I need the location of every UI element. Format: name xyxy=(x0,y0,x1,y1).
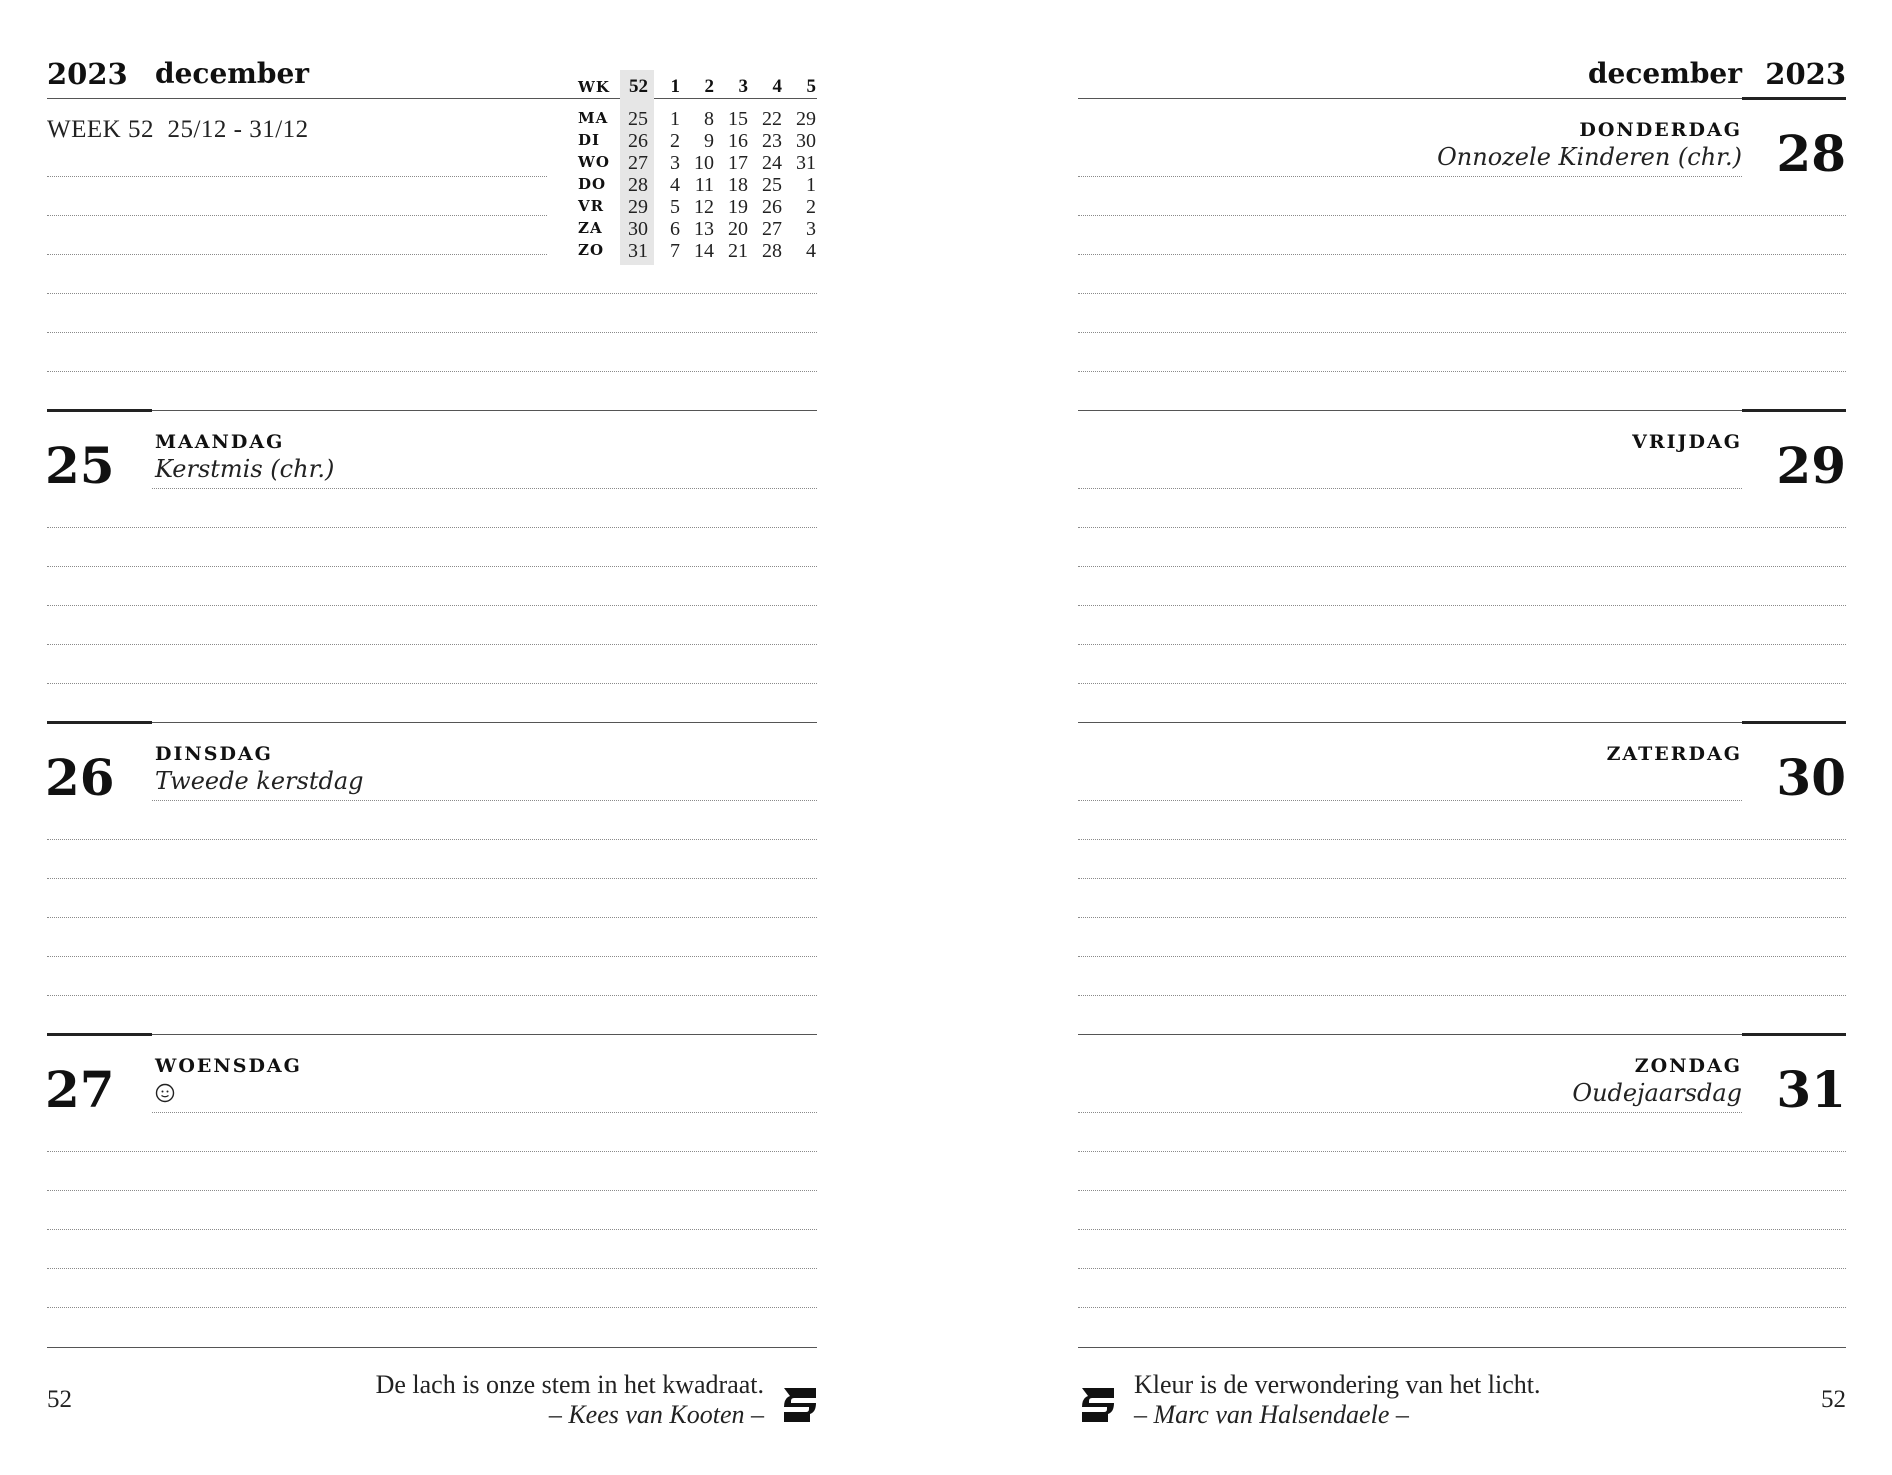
quote-author: – Kees van Kooten – xyxy=(548,1400,764,1429)
mini-calendar-date: 19 xyxy=(728,196,748,218)
note-line xyxy=(47,176,547,177)
note-line xyxy=(1078,1190,1846,1191)
day-number: 26 xyxy=(45,748,115,807)
footer-rule xyxy=(47,1347,817,1348)
publisher-logo-icon xyxy=(1078,1386,1118,1424)
mini-calendar-date: 27 xyxy=(628,152,648,174)
day-separator-accent xyxy=(47,409,152,412)
note-line xyxy=(1078,956,1846,957)
mini-calendar-date: 13 xyxy=(694,218,714,240)
week-label xyxy=(47,116,309,144)
holiday-note: Tweede kerstdag xyxy=(155,767,364,795)
mini-calendar-date: 10 xyxy=(694,152,714,174)
note-line xyxy=(152,1112,817,1113)
note-line xyxy=(1078,176,1742,177)
note-line xyxy=(1078,254,1846,255)
mini-calendar-date: 23 xyxy=(762,130,782,152)
day-name: WOENSDAG xyxy=(155,1055,302,1077)
note-line xyxy=(1078,1112,1742,1113)
week-number-label: WEEK 52 xyxy=(47,116,154,143)
mini-calendar-week-number: 4 xyxy=(772,76,782,97)
mini-calendar-date: 30 xyxy=(796,130,816,152)
note-line xyxy=(47,995,817,996)
note-line xyxy=(47,332,817,333)
mini-calendar-day-label: WO xyxy=(578,153,610,171)
note-line xyxy=(1078,917,1846,918)
day-number: 31 xyxy=(1776,1060,1846,1119)
mini-calendar-date: 24 xyxy=(762,152,782,174)
day-number: 30 xyxy=(1776,748,1846,807)
day-separator-accent xyxy=(1742,409,1846,412)
note-line xyxy=(152,800,817,801)
note-line xyxy=(1078,215,1846,216)
note-line xyxy=(1078,644,1846,645)
note-line xyxy=(1078,1229,1846,1230)
mini-calendar-date: 1 xyxy=(806,174,816,196)
mini-calendar-date: 4 xyxy=(806,240,816,262)
note-line xyxy=(47,254,547,255)
mini-calendar-date: 28 xyxy=(762,240,782,262)
mini-calendar-day-label: VR xyxy=(578,197,605,215)
quote-text: De lach is onze stem in het kwadraat. xyxy=(375,1370,764,1399)
mini-calendar-date: 29 xyxy=(796,108,816,130)
day-separator xyxy=(1078,722,1846,723)
day-number: 28 xyxy=(1776,124,1846,183)
note-line xyxy=(1078,800,1742,801)
holiday-note: Onnozele Kinderen (chr.) xyxy=(1437,143,1742,171)
mini-calendar-week-number: 3 xyxy=(738,76,748,97)
new-moon-icon xyxy=(155,1083,175,1103)
day-separator-accent xyxy=(47,721,152,724)
note-line xyxy=(1078,527,1846,528)
note-line xyxy=(47,371,817,372)
page-number: 52 xyxy=(1821,1386,1846,1413)
note-line xyxy=(47,956,817,957)
day-separator-accent xyxy=(47,1033,152,1036)
mini-calendar-week-number: 5 xyxy=(806,76,816,97)
week-date-range: 25/12 - 31/12 xyxy=(167,116,309,143)
mini-calendar-day-label: DO xyxy=(578,175,607,193)
mini-calendar-date: 15 xyxy=(728,108,748,130)
note-line xyxy=(47,878,817,879)
day-name: DINSDAG xyxy=(155,743,273,765)
mini-calendar-date: 16 xyxy=(728,130,748,152)
mini-calendar-date: 25 xyxy=(762,174,782,196)
day-separator-accent xyxy=(1742,721,1846,724)
mini-calendar-date: 6 xyxy=(670,218,680,240)
mini-calendar-date: 11 xyxy=(694,174,714,196)
mini-calendar-date: 14 xyxy=(694,240,714,262)
mini-calendar-date: 12 xyxy=(694,196,714,218)
mini-calendar-header-label: WK xyxy=(578,78,610,96)
note-line xyxy=(1078,683,1846,684)
page-number: 52 xyxy=(47,1386,72,1413)
mini-calendar-day-label: MA xyxy=(578,109,609,127)
mini-calendar-date: 27 xyxy=(762,218,782,240)
note-line xyxy=(47,917,817,918)
day-separator xyxy=(47,722,817,723)
day-separator-accent xyxy=(1742,97,1846,100)
note-line xyxy=(47,1151,817,1152)
mini-calendar-date: 22 xyxy=(762,108,782,130)
left-header-month: december xyxy=(155,57,310,90)
mini-calendar-day-label: DI xyxy=(578,131,601,149)
day-name: DONDERDAG xyxy=(1579,119,1742,141)
publisher-logo-icon xyxy=(780,1386,820,1424)
mini-calendar-date: 28 xyxy=(628,174,648,196)
note-line xyxy=(47,644,817,645)
note-line xyxy=(47,1229,817,1230)
note-line xyxy=(1078,371,1846,372)
note-line xyxy=(1078,605,1846,606)
mini-calendar-week-number: 52 xyxy=(629,76,648,97)
mini-calendar-date: 1 xyxy=(670,108,680,130)
day-number: 27 xyxy=(45,1060,115,1119)
left-header-year: 2023 xyxy=(47,57,128,91)
right-header-month: december xyxy=(1587,57,1742,90)
mini-calendar-date: 8 xyxy=(704,108,714,130)
day-separator-accent xyxy=(1742,1033,1846,1036)
note-line xyxy=(1078,1307,1846,1308)
mini-calendar-date: 26 xyxy=(762,196,782,218)
day-name: ZATERDAG xyxy=(1606,743,1742,765)
mini-calendar-date: 29 xyxy=(628,196,648,218)
note-line xyxy=(47,1268,817,1269)
note-line xyxy=(1078,839,1846,840)
mini-calendar-date: 2 xyxy=(670,130,680,152)
header-rule xyxy=(1078,98,1846,99)
note-line xyxy=(47,605,817,606)
note-line xyxy=(47,683,817,684)
holiday-note: Kerstmis (chr.) xyxy=(155,455,335,483)
day-separator xyxy=(1078,410,1846,411)
mini-calendar-week-number: 2 xyxy=(704,76,714,97)
note-line xyxy=(1078,293,1846,294)
mini-calendar-date: 30 xyxy=(628,218,648,240)
quote-text: Kleur is de verwondering van het licht. xyxy=(1134,1370,1541,1399)
mini-calendar-date: 4 xyxy=(670,174,680,196)
mini-calendar-date: 21 xyxy=(728,240,748,262)
note-line xyxy=(1078,995,1846,996)
mini-calendar-date: 17 xyxy=(728,152,748,174)
header-rule xyxy=(47,98,817,99)
day-name: ZONDAG xyxy=(1634,1055,1742,1077)
mini-calendar-date: 18 xyxy=(728,174,748,196)
mini-calendar-date: 7 xyxy=(670,240,680,262)
mini-calendar-date: 9 xyxy=(704,130,714,152)
note-line xyxy=(1078,878,1846,879)
mini-calendar-date: 2 xyxy=(806,196,816,218)
mini-calendar-date: 31 xyxy=(628,240,648,262)
mini-calendar-date: 3 xyxy=(806,218,816,240)
note-line xyxy=(152,488,817,489)
mini-calendar-date: 20 xyxy=(728,218,748,240)
day-number: 29 xyxy=(1776,436,1846,495)
day-number: 25 xyxy=(45,436,115,495)
mini-calendar-day-label: ZO xyxy=(578,241,605,259)
footer-rule xyxy=(1078,1347,1846,1348)
mini-calendar-date: 26 xyxy=(628,130,648,152)
note-line xyxy=(47,839,817,840)
mini-calendar-day-label: ZA xyxy=(578,219,603,237)
note-line xyxy=(47,293,817,294)
note-line xyxy=(1078,1268,1846,1269)
mini-calendar-week-number: 1 xyxy=(670,76,680,97)
day-separator xyxy=(47,410,817,411)
mini-calendar-date: 31 xyxy=(796,152,816,174)
mini-calendar-date: 5 xyxy=(670,196,680,218)
note-line xyxy=(1078,332,1846,333)
right-header-year: 2023 xyxy=(1765,57,1846,91)
mini-calendar-date: 3 xyxy=(670,152,680,174)
note-line xyxy=(1078,1151,1846,1152)
quote-author: – Marc van Halsendaele – xyxy=(1134,1400,1409,1429)
note-line xyxy=(47,215,547,216)
holiday-note: Oudejaarsdag xyxy=(1572,1079,1742,1107)
day-separator xyxy=(47,1034,817,1035)
day-separator xyxy=(1078,1034,1846,1035)
day-name: MAANDAG xyxy=(155,431,285,453)
note-line xyxy=(47,1307,817,1308)
note-line xyxy=(47,527,817,528)
mini-calendar-date: 25 xyxy=(628,108,648,130)
note-line xyxy=(1078,488,1742,489)
note-line xyxy=(47,566,817,567)
note-line xyxy=(47,1190,817,1191)
note-line xyxy=(1078,566,1846,567)
day-name: VRIJDAG xyxy=(1632,431,1742,453)
